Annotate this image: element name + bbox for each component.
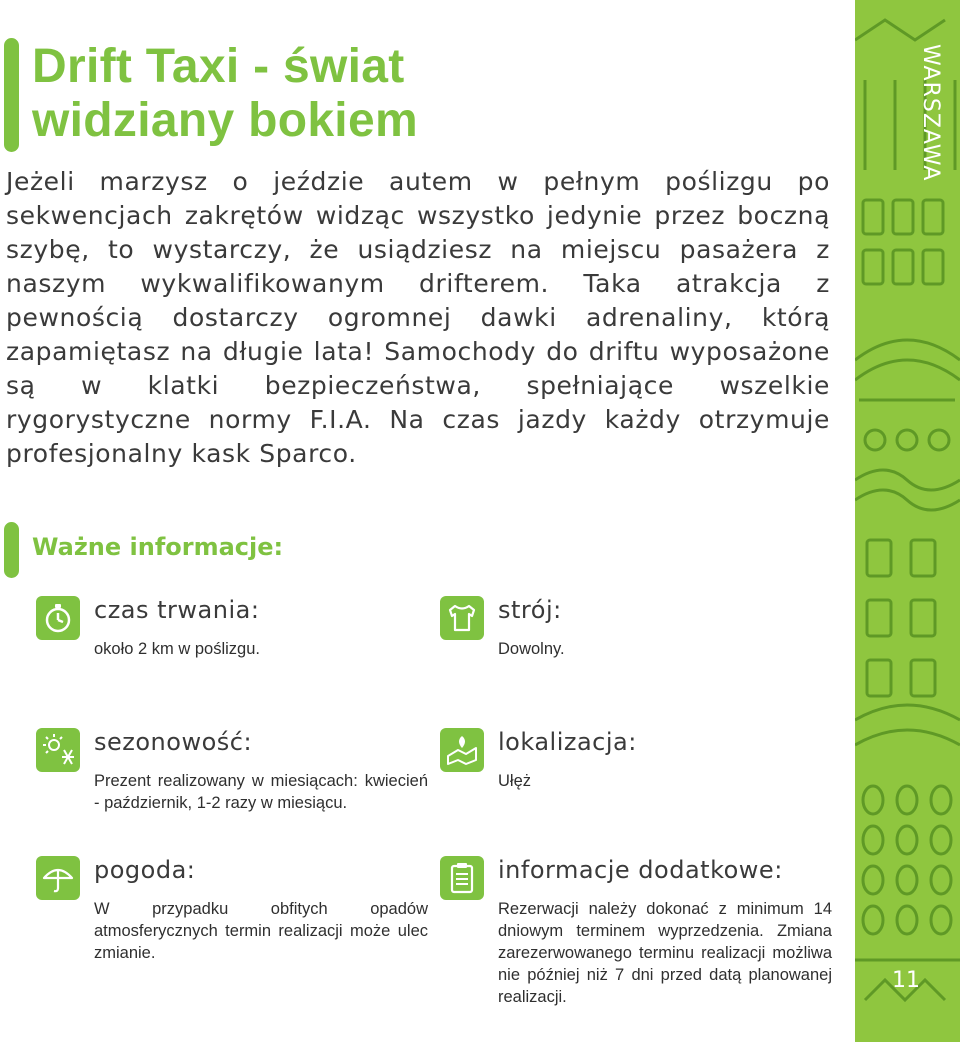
- info-extra-label: informacje dodatkowe:: [498, 856, 783, 884]
- section-accent-bar: [4, 522, 19, 578]
- info-duration-text: około 2 km w poślizgu.: [94, 640, 260, 658]
- info-location-text: Ułęż: [498, 772, 532, 790]
- page-title-line-1: Drift Taxi - świat: [32, 40, 405, 93]
- clipboard-icon: [440, 856, 484, 900]
- info-location-label: lokalizacja:: [498, 728, 637, 756]
- city-label: WARSZAWA: [918, 44, 943, 182]
- sun-snowflake-icon: [36, 728, 80, 772]
- page-title-line-2: widziany bokiem: [32, 94, 418, 147]
- stopwatch-icon: [36, 596, 80, 640]
- info-duration-label: czas trwania:: [94, 596, 260, 624]
- info-dress-label: strój:: [498, 596, 562, 624]
- intro-paragraph: Jeżeli marzysz o jeździe autem w pełnym poślizgu po sekwencjach zakrętów widząc wszystko jedynie przez boczną szybę, to wystarczy, że usiądziesz na miejscu pasażera z naszym wykwalifikowanym drifterem. Taka atrakcja z pewnością dostarczy ogromnej dawki adrenaliny, którą zapamiętasz na długie lata! Samochody do driftu wyposażone są w klatki bezpieczeństwa, spełniające wszelkie rygorystyczne normy F.I.A. Na czas jazdy każdy otrzymuje profesjonalny kask Sparco.: [6, 167, 830, 468]
- section-title: Ważne informacje:: [32, 533, 284, 561]
- title-accent-bar: [4, 38, 19, 152]
- umbrella-icon: [36, 856, 80, 900]
- info-season-text: Prezent realizowany w miesiącach: kwiecień - październik, 1-2 razy w miesiącu.: [94, 772, 428, 812]
- map-location-icon: [440, 728, 484, 772]
- info-weather-label: pogoda:: [94, 856, 196, 884]
- decorative-city-band: [855, 0, 960, 1042]
- page-title: [32, 40, 418, 148]
- page-number: 11: [892, 968, 920, 993]
- info-season-label: sezonowość:: [94, 728, 253, 756]
- info-weather-text: W przypadku obfitych opadów atmosferycznych termin realizacji może ulec zmianie.: [94, 900, 428, 962]
- tshirt-icon: [440, 596, 484, 640]
- info-dress-text: Dowolny.: [498, 640, 565, 658]
- city-pattern-illustration: [855, 0, 960, 1042]
- info-extra-text: Rezerwacji należy dokonać z minimum 14 dniowym terminem wyprzedzenia. Zmiana zarezerwowanego terminu realizacji możliwa nie później niż 7 dni przed datą planowanej realizacji.: [498, 900, 832, 1006]
